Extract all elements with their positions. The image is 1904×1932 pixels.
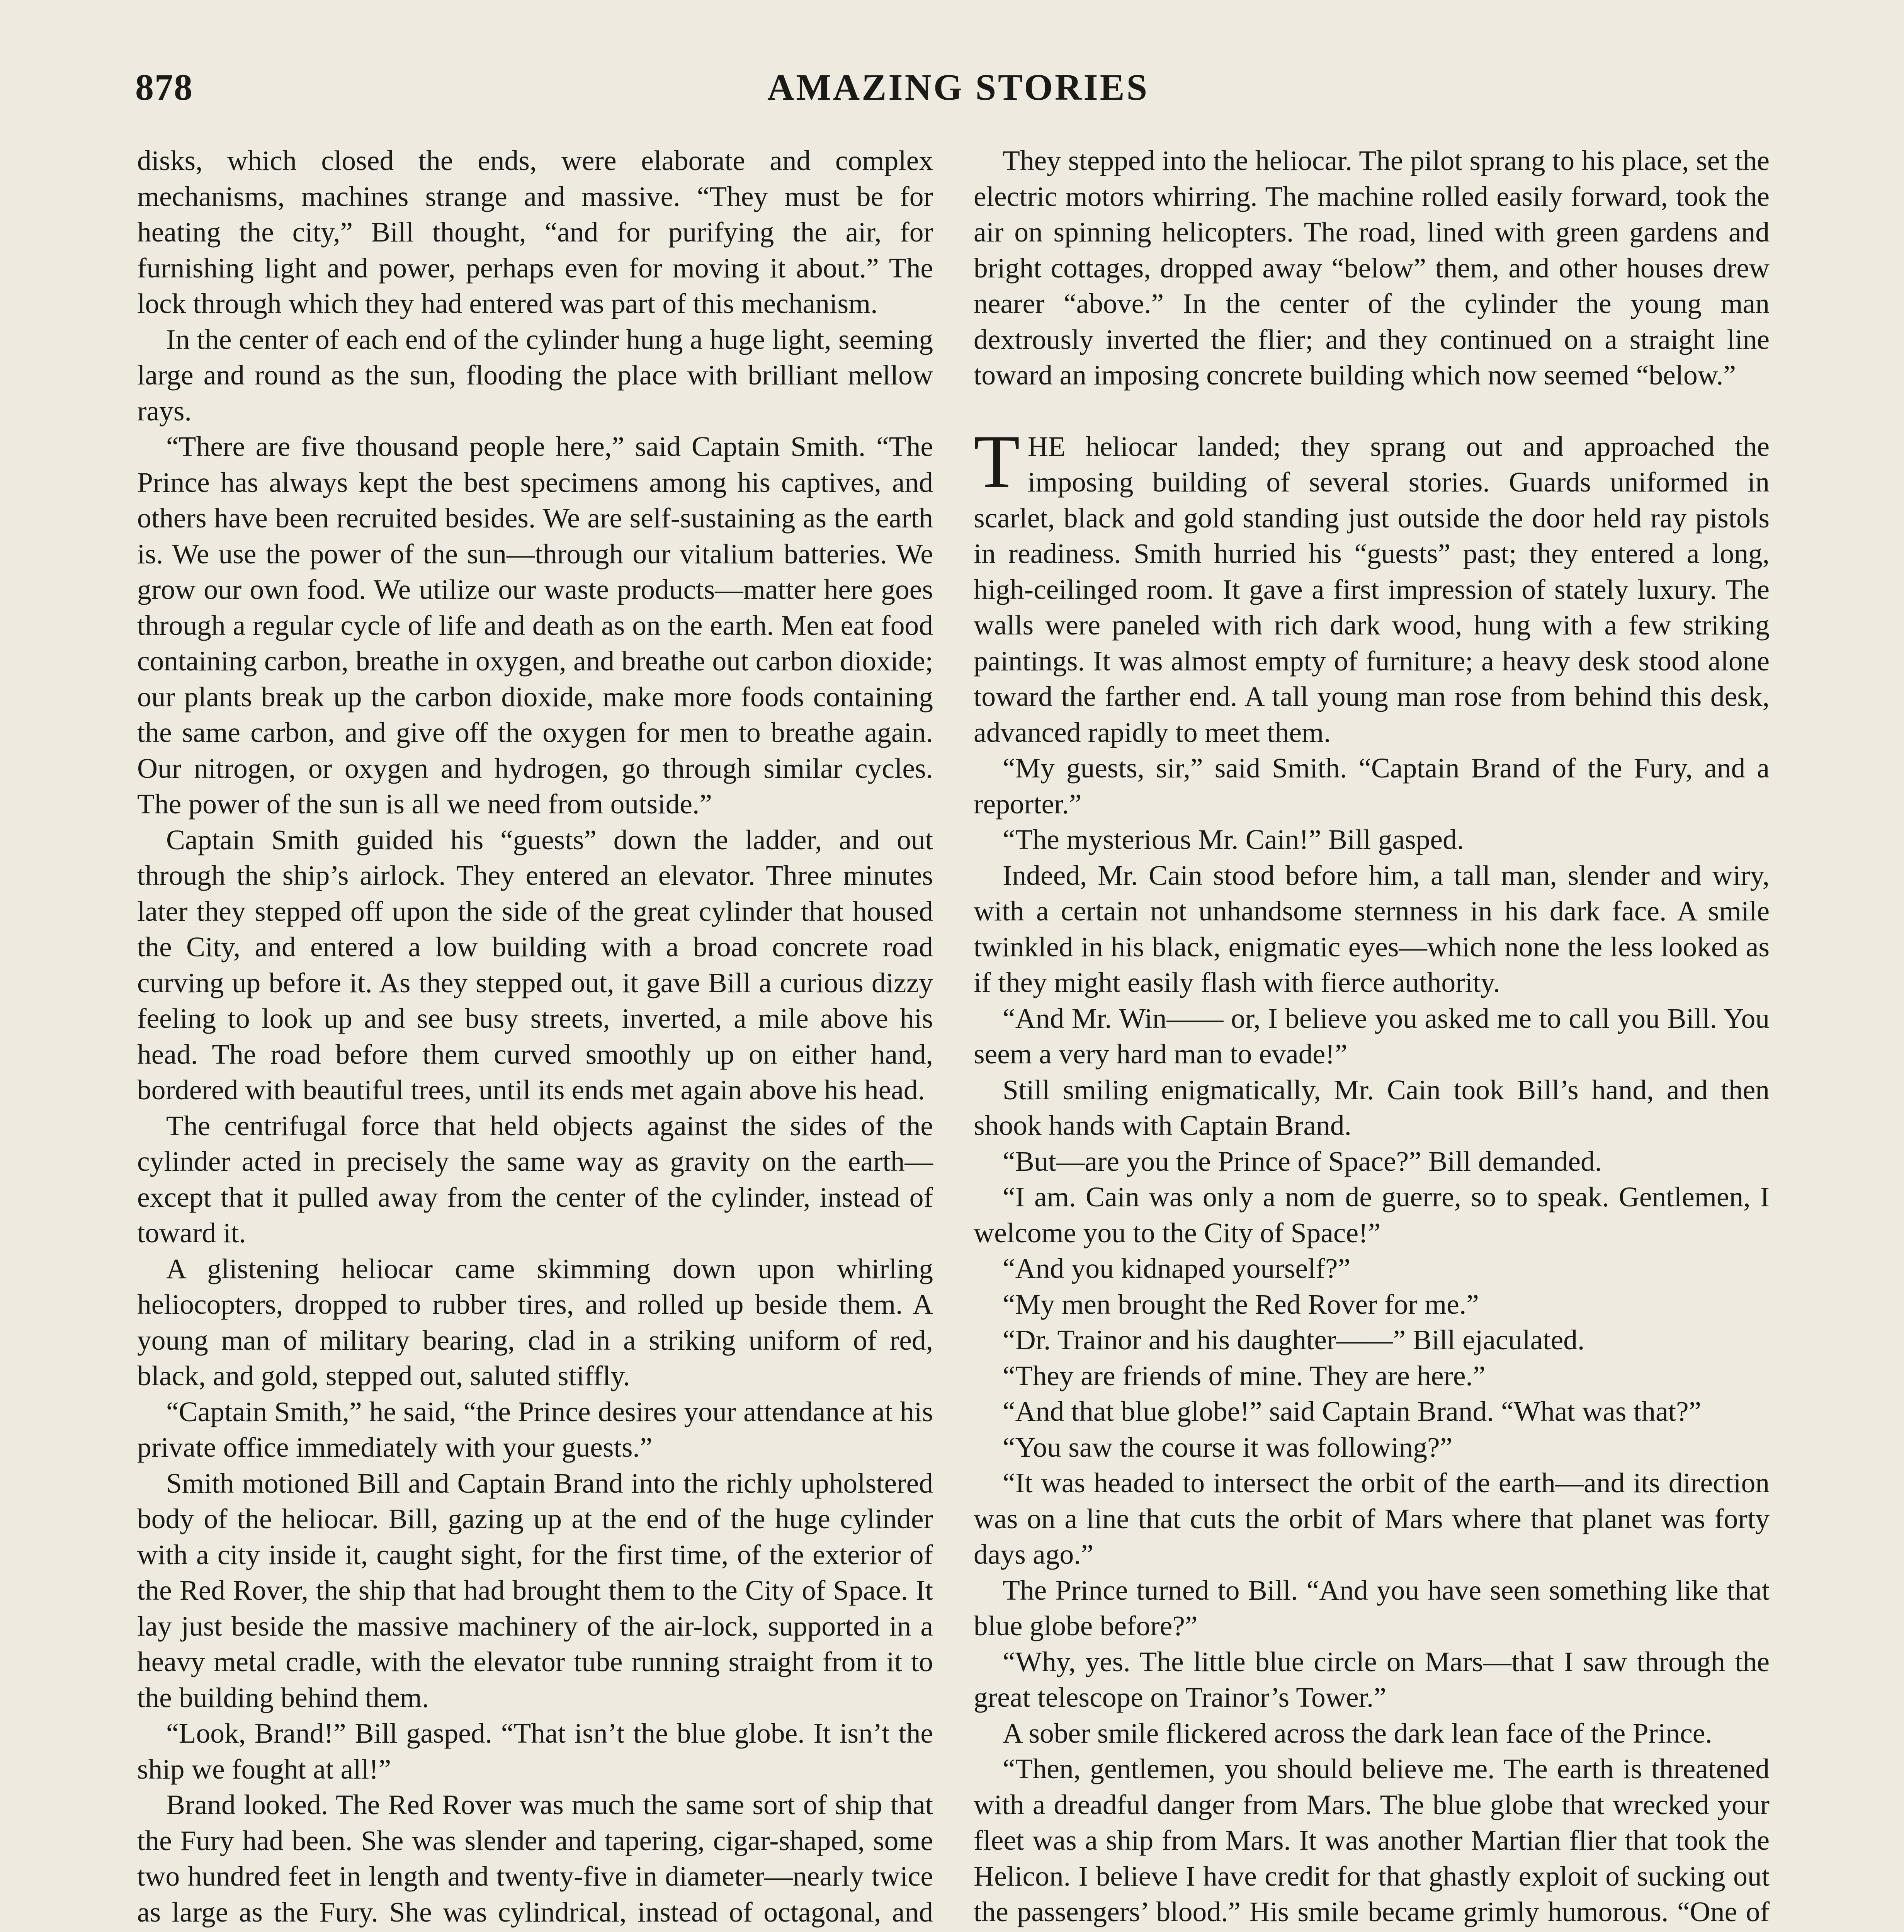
left-column [137,143,933,1932]
paragraph: Captain Smith guided his “guests” down the ladder, and out through the ship’s airlock. They entered an elevator. Three minutes later they stepped off upon the side of the great cylinder that housed the City, and entered a low building with a broad concrete road curving up before it. As they stepped out, it gave Bill a curious dizzy feeling to look up and see busy streets, inverted, a mile above his head. The road before them curved smoothly up on either hand, bordered with beautiful trees, until its ends met again above his head. [137,824,933,1105]
paragraph: “You saw the course it was following?” [1003,1431,1453,1463]
paragraph: The Prince turned to Bill. “And you have seen something like that blue globe before?” [974,1574,1770,1641]
paragraph: “The mysterious Mr. Cain!” Bill gasped. [1003,824,1464,855]
paragraph: “My men brought the Red Rover for me.” [1003,1288,1479,1320]
paragraph: In the center of each end of the cylinder hung a huge light, seeming large and round as the sun, flooding the place with brilliant mellow rays. [137,323,933,427]
drop-cap-paragraph [974,419,1770,751]
paragraph: “And that blue globe!” said Captain Brand. “What was that?” [1003,1396,1702,1427]
paragraph: The centrifugal force that held objects against the sides of the cylinder acted in precisely the same way as gravity on the earth—except that it pulled away from the center of the cylinder, instead of toward it. [137,1110,933,1248]
paragraph: Brand looked. The Red Rover was much the same sort of ship that the Fury had been. She was slender and tapering, cigar-shaped, some two hundred feet in length and twenty-five in diameter—nearly twice as large as the Fury. She was cylindrical, instead of octagonal, and [137,1789,933,1928]
paragraph: Smith motioned Bill and Captain Brand into the richly upholstered body of the heliocar. Bill, gazing up at the end of the huge cylinder with a city inside it, caught sight, for the first time, of the exterior of the Red Rover, the ship that had brought them to the City of Space. It lay just beside the massive machinery of the air-lock, supported in a heavy metal cradle, with the elevator tube running straight from it to the building behind them. [137,1467,933,1713]
paragraph: “Then, gentlemen, you should believe me. The earth is threatened with a dreadful danger from Mars. The blue globe that wrecked your fleet was a ship from Mars. It was another Martian flier that took the Helicon. I believe I have credit for that ghastly exploit of sucking out the passengers’ blood.” His smile became grimly humorous. “One of [974,1753,1770,1927]
paragraph: Still smiling enigmatically, Mr. Cain took Bill’s hand, and then shook hands with Captain Brand. [974,1074,1770,1141]
drop-cap-text: HE heliocar landed; they sprang out and approached the imposing building of several stories. Guards uniformed in scarlet, black and gold standing just outside the door held ray pistols in readiness. Smith hurried his “guests” past; they entered a long, high-ceilinged room. It gave a first impression of stately luxury. The walls were paneled with rich dark wood, hung with a few striking paintings. It was almost empty of furniture; a heavy desk stood alone toward the farther end. A tall young man rose from behind this desk, advanced rapidly to meet them. [974,430,1770,748]
paragraph: “There are five thousand people here,” said Captain Smith. “The Prince has always kept the best specimens among his captives, and others have been recruited besides. We are self-sustaining as the earth is. We use the power of the sun—through our vitalium batteries. We grow our own food. We utilize our waste products—matter here goes through a regular cycle of life and death as on the earth. Men eat food containing carbon, breathe in oxygen, and breathe out carbon dioxide; our plants break up the carbon dioxide, make more foods containing the same carbon, and give off the oxygen for men to breathe again. Our nitrogen, or oxygen and hydrogen, go through similar cycles. The power of the sun is all we need from outside.” [137,431,933,820]
paragraph: “My guests, sir,” said Smith. “Captain Brand of the Fury, and a reporter.” [974,752,1770,820]
paragraph: “I am. Cain was only a nom de guerre, so to speak. Gentlemen, I welcome you to the City of Space!” [974,1181,1770,1248]
page-number: 878 [135,66,193,108]
paragraph: “They are friends of mine. They are here.” [1003,1360,1486,1391]
paragraph: “And Mr. Win—— or, I believe you asked me to call you Bill. You seem a very hard man to evade!” [974,1002,1770,1070]
paragraph: “And you kidnaped yourself?” [1003,1253,1351,1284]
paragraph: A glistening heliocar came skimming down upon whirling heliocopters, dropped to rubber tires, and rolled up beside them. A young man of military bearing, clad in a striking uniform of red, black, and gold, stepped out, saluted stiffly. [137,1253,933,1391]
paragraph: “Look, Brand!” Bill gasped. “That isn’t the blue globe. It isn’t the ship we fought at all!” [137,1718,933,1785]
paragraph: They stepped into the heliocar. The pilot sprang to his place, set the electric motors whirring. The machine rolled easily forward, took the air on spinning helicopters. The road, lined with green gardens and bright cottages, dropped away “below” them, and other houses drew nearer “above.” In the center of the cylinder the young man dextrously inverted the flier; and they continued on a straight line toward an imposing concrete building which now seemed “below.” [974,145,1770,391]
paragraph: “It was headed to intersect the orbit of the earth—and its direction was on a line that cuts the orbit of Mars where that planet was forty days ago.” [974,1467,1770,1570]
paragraph: “Dr. Trainor and his daughter——” Bill ejaculated. [1003,1324,1585,1355]
right-column [974,143,1770,1932]
paragraph: disks, which closed the ends, were elaborate and complex mechanisms, machines strange and massive. “They must be for heating the city,” Bill thought, “and for purifying the air, for furnishing light and power, perhaps even for moving it about.” The lock through which they had entered was part of this mechanism. [137,145,933,319]
drop-cap-letter: T [974,419,1020,503]
paragraph: “But—are you the Prince of Space?” Bill demanded. [1003,1145,1602,1177]
page-header [135,66,1781,139]
paragraph: Indeed, Mr. Cain stood before him, a tall man, slender and wiry, with a certain not unhandsome sternness in his dark face. A smile twinkled in his black, enigmatic eyes—which none the less looked as if they might easily flash with fierce authority. [974,859,1770,998]
paragraph: “Captain Smith,” he said, “the Prince desires your attendance at his private office immediately with your guests.” [137,1396,933,1463]
paragraph: A sober smile flickered across the dark lean face of the Prince. [1003,1717,1712,1749]
running-title: AMAZING STORIES [767,66,1149,108]
paragraph: “Why, yes. The little blue circle on Mars—that I saw through the great telescope on Trainor’s Tower.” [974,1646,1770,1713]
